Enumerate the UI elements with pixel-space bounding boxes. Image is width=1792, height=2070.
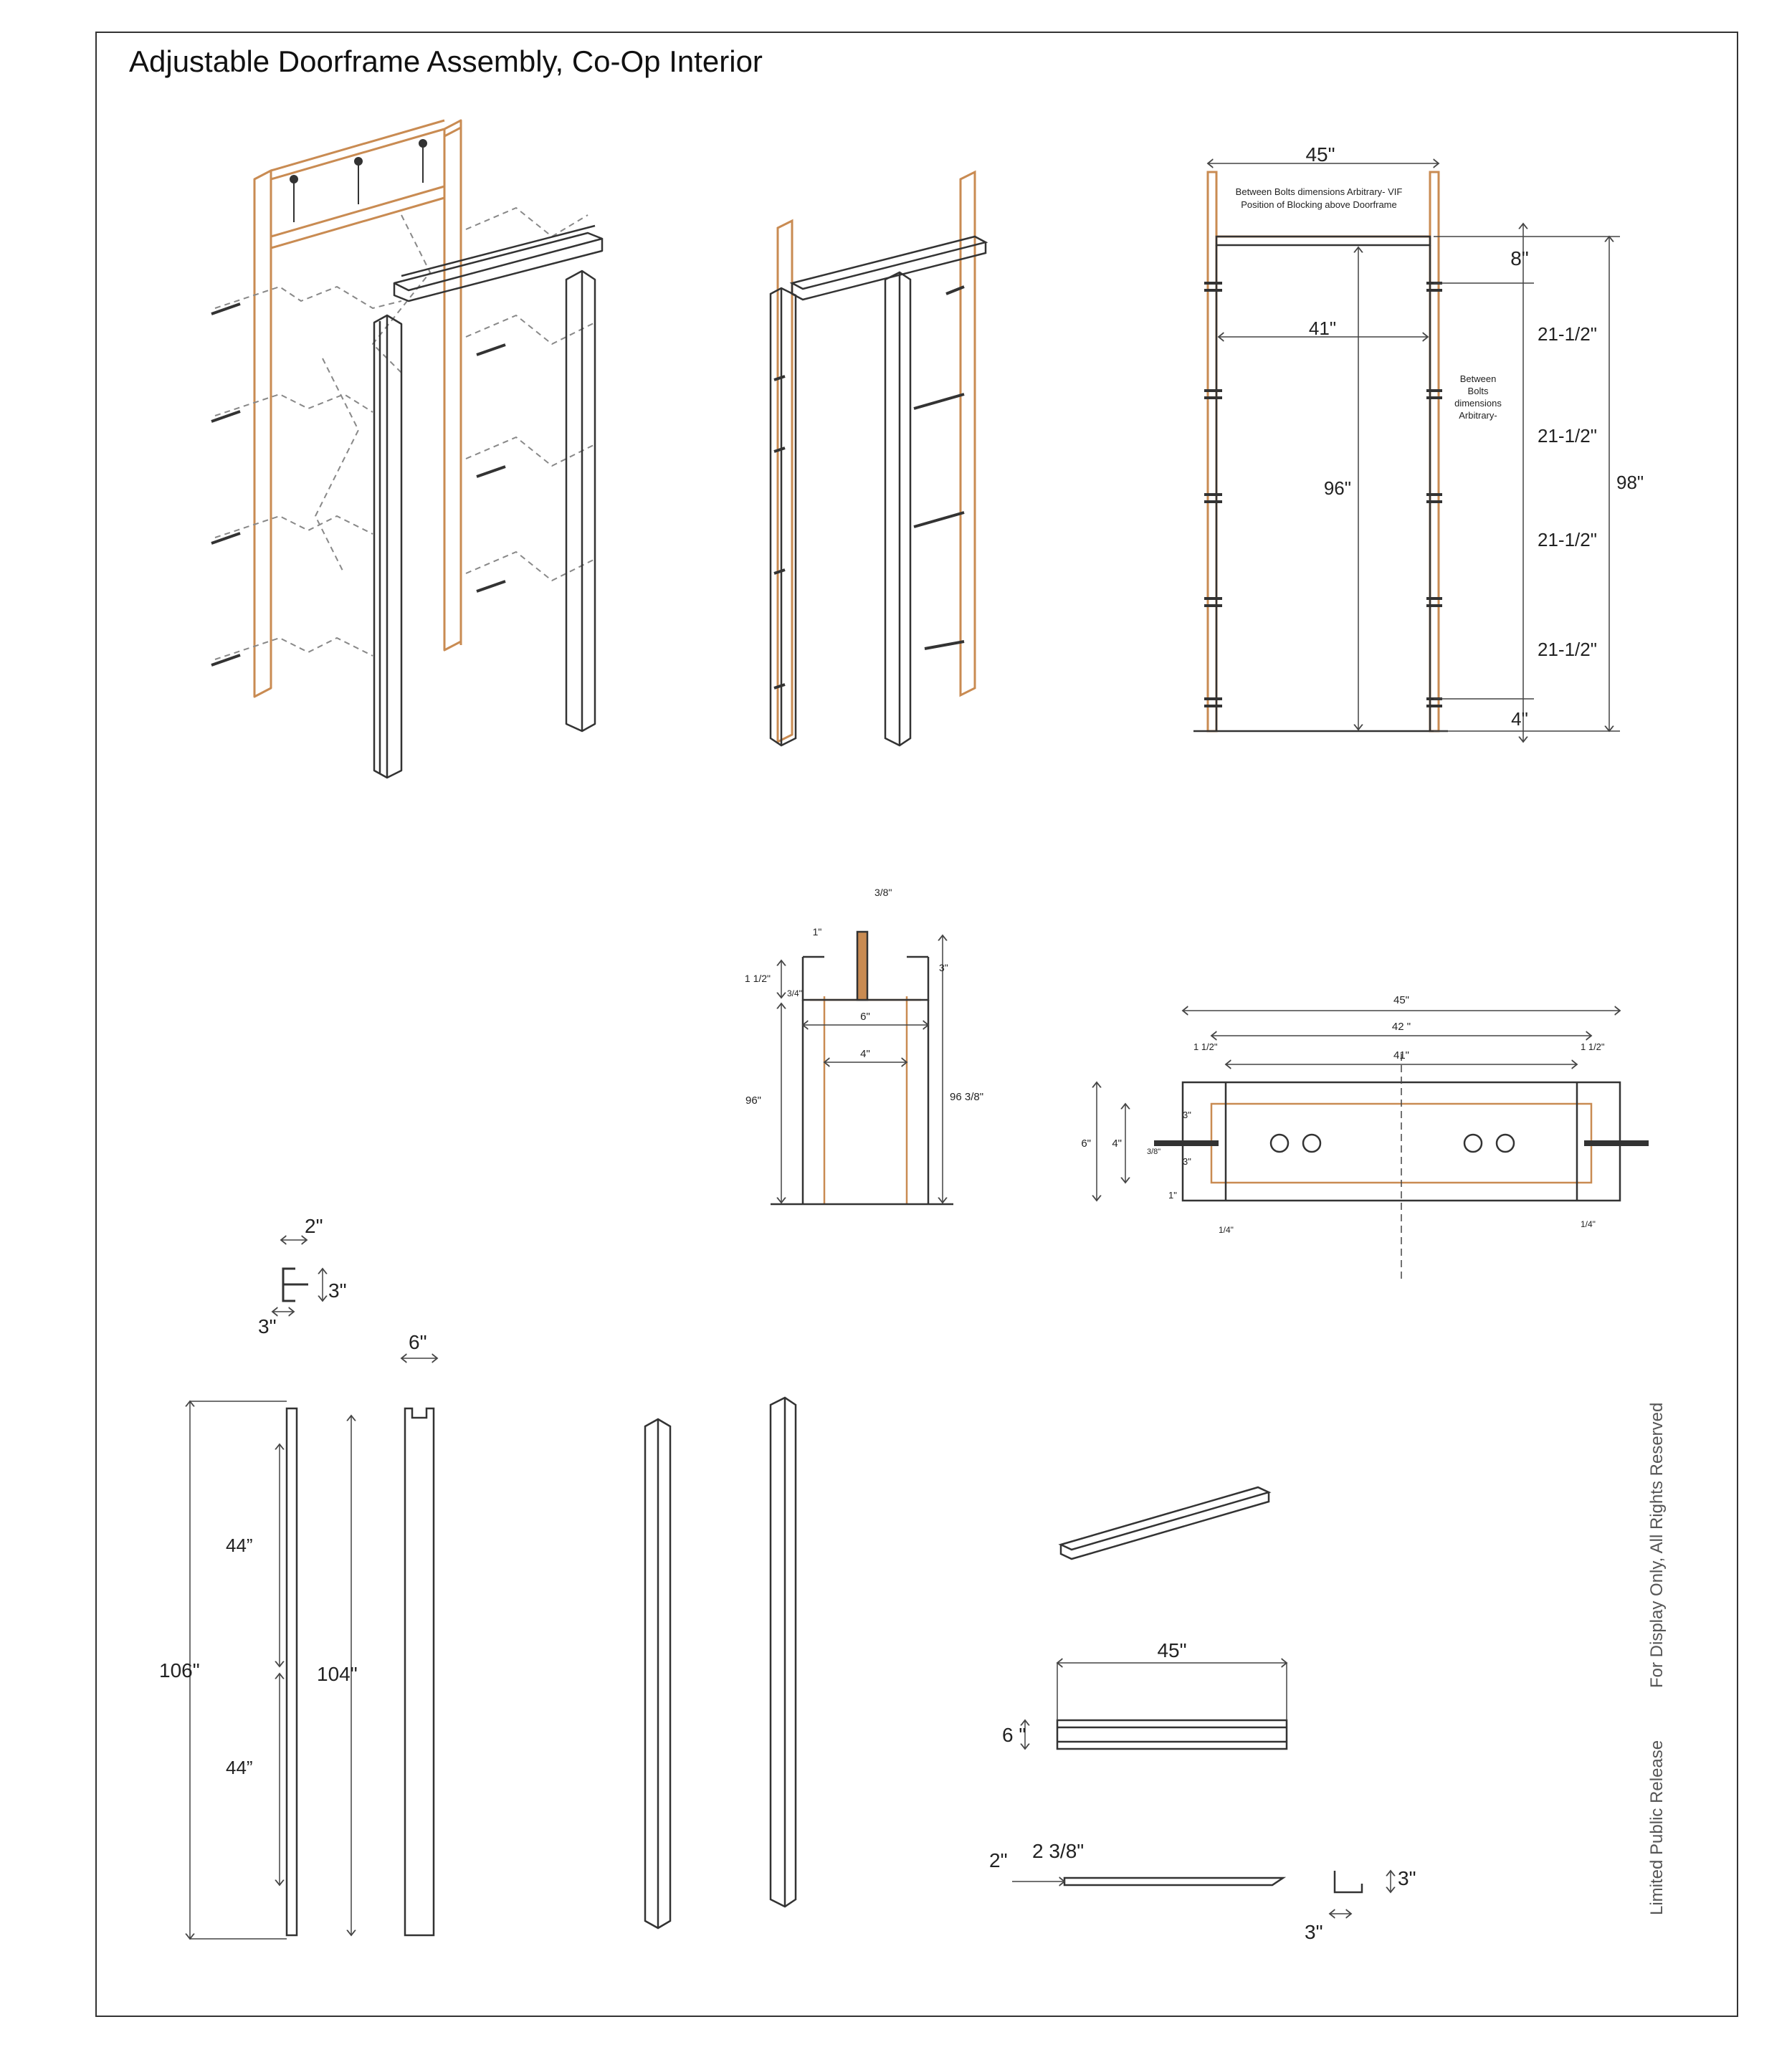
sec-height-left: 96" xyxy=(745,1094,762,1107)
elev-seg-2: 21-1/2" xyxy=(1538,425,1597,447)
jamb-seg44b: 44” xyxy=(226,1757,253,1778)
plan-end-right: 1 1/2" xyxy=(1581,1041,1605,1052)
jamb-dims xyxy=(190,1358,437,1939)
display-note: For Display Only, All Rights Reserved xyxy=(1647,1402,1667,1688)
header-piece xyxy=(989,1487,1416,1943)
jamb-width6: 6" xyxy=(409,1331,427,1353)
profile-b3: 3" xyxy=(258,1315,277,1337)
jamb-h104: 104" xyxy=(317,1663,358,1685)
assembled-wood xyxy=(778,172,975,742)
elev-inner-width: 41" xyxy=(1308,318,1337,339)
channel-profile xyxy=(258,1215,347,1337)
plan-q2: 1/4" xyxy=(1581,1219,1596,1229)
elev-width-top: 45" xyxy=(1305,143,1335,166)
side-section xyxy=(745,887,983,1204)
header-offset: 2 3/8" xyxy=(1032,1840,1085,1862)
header-ch-h: 3" xyxy=(1398,1867,1416,1889)
plan-one: 1" xyxy=(1168,1190,1177,1201)
plan-mid: 42 " xyxy=(1391,1021,1411,1033)
elev-head: 8" xyxy=(1510,247,1529,270)
elevation-steel xyxy=(1193,237,1448,731)
plan-depth-inner: 4" xyxy=(1112,1137,1122,1150)
jamb-pieces xyxy=(159,1331,437,1939)
sec-left-small: 3/4" xyxy=(787,988,802,998)
assembled-steel xyxy=(771,237,986,745)
plan-inner: 41" xyxy=(1393,1049,1410,1062)
sec-depth-3: 3" xyxy=(939,962,948,973)
profile-w2: 2" xyxy=(305,1215,323,1237)
header-height: 6 " xyxy=(1002,1724,1026,1746)
section-wood xyxy=(810,996,921,1204)
plan-b: 3" xyxy=(1183,1156,1191,1167)
header-lip: 2" xyxy=(989,1849,1008,1871)
profile-h3: 3" xyxy=(328,1279,347,1302)
sec-width-6: 6" xyxy=(860,1011,870,1023)
sec-left-1-5: 1 1/2" xyxy=(744,973,771,984)
elev-note-1: Between Bolts dimensions Arbitrary- VIF xyxy=(1235,186,1403,197)
steel-jamb-right xyxy=(566,271,595,731)
sec-width-4: 4" xyxy=(860,1048,870,1060)
sec-flange: 1" xyxy=(812,926,822,938)
steel-jamb-left xyxy=(374,315,401,778)
assembled-bolts xyxy=(774,287,964,688)
jamb-h106: 106" xyxy=(159,1659,200,1682)
front-elevation xyxy=(1193,143,1644,742)
elev-side-note-2: Bolts xyxy=(1467,386,1489,396)
plan-dims xyxy=(1097,1011,1620,1283)
sec-top-small: 3/8" xyxy=(874,887,892,898)
elev-seg-4: 21-1/2" xyxy=(1538,639,1597,660)
elev-seg-1: 21-1/2" xyxy=(1538,323,1597,345)
wood-frame xyxy=(254,120,461,697)
header-ch-b: 3" xyxy=(1305,1921,1323,1943)
plan-small: 3/8" xyxy=(1147,1148,1161,1156)
sheet-title: Adjustable Doorframe Assembly, Co-Op Interior xyxy=(129,44,763,78)
elev-side-note-4: Arbitrary- xyxy=(1459,410,1497,421)
plan-overall: 45" xyxy=(1393,994,1410,1006)
plan-a: 3" xyxy=(1183,1110,1191,1120)
release-note: Limited Public Release xyxy=(1647,1740,1667,1915)
assembled-frame xyxy=(771,172,986,745)
sec-height-right: 96 3/8" xyxy=(950,1091,984,1103)
elev-side-note-3: dimensions xyxy=(1454,398,1502,409)
elev-seg-3: 21-1/2" xyxy=(1538,529,1597,550)
section-steel xyxy=(771,932,953,1204)
plan-depth: 6" xyxy=(1081,1137,1091,1150)
elevation-wood xyxy=(1208,172,1439,731)
iso-jambs xyxy=(645,1398,796,1928)
plan-view xyxy=(1081,994,1649,1283)
elev-overall-height: 98" xyxy=(1616,472,1644,493)
elev-side-note-1: Between xyxy=(1459,373,1497,384)
jamb-seg44a: 44” xyxy=(226,1535,253,1556)
elev-note-2: Position of Blocking above Doorframe xyxy=(1241,199,1397,210)
header-length: 45" xyxy=(1157,1639,1187,1661)
elev-bottom: 4" xyxy=(1511,708,1528,730)
elev-opening-height: 96" xyxy=(1323,477,1351,499)
exploded-assembly xyxy=(211,120,602,778)
plan-q1: 1/4" xyxy=(1219,1225,1234,1235)
plan-end-left: 1 1/2" xyxy=(1193,1041,1218,1052)
